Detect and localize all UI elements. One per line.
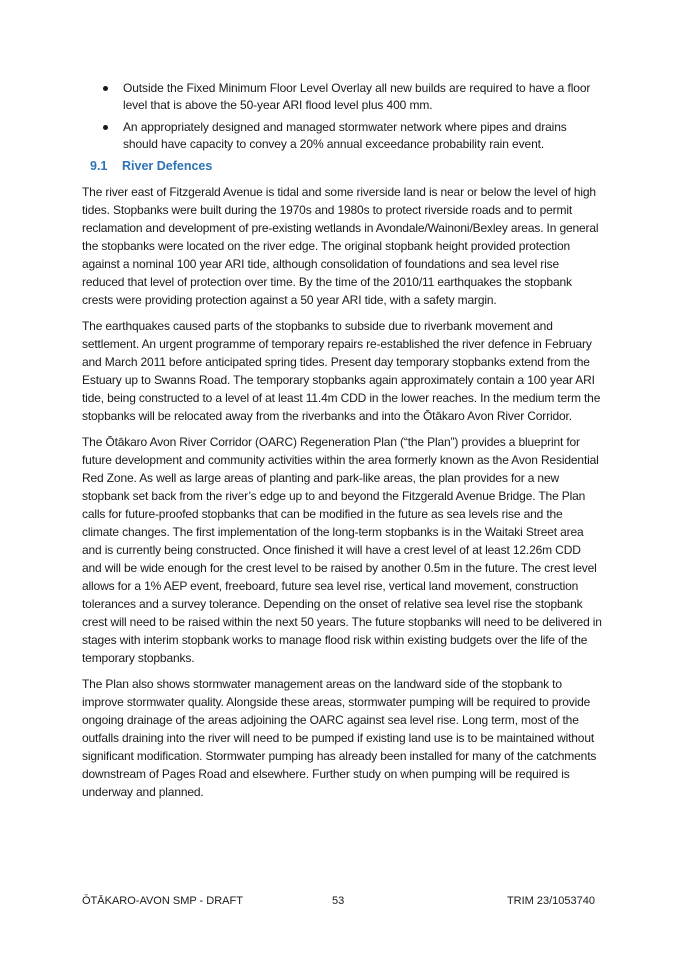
- page-body: [82, 80, 602, 809]
- section-title: River Defences: [122, 159, 213, 173]
- paragraph: The Ōtākaro Avon River Corridor (OARC) Regeneration Plan (“the Plan”) provides a blueprint for future development and community activities within the area formerly known as the Avon Residential Red Zone. As well as large areas of planting and park-like areas, the plan provides for a new stopbank set back from the river’s edge up to and beyond the Fitzgerald Avenue Bridge. The Plan calls for future-proofed stopbanks that can be modified in the future as sea levels rise and the climate changes. The first implementation of the long-term stopbanks is in the Waitaki Street area and is currently being constructed. Once finished it will have a crest level of at least 12.26m CDD and will be wide enough for the crest level to be raised by another 0.5m in the future. The crest level allows for a 1% AEP event, freeboard, future sea level rise, vertical land movement, construction tolerances and a survey tolerance. Depending on the onset of relative sea level rise the stopbank crest will need to be raised within the next 50 years. The future stopbanks will need to be delivered in stages with interim stopbank works to manage flood risk within existing budgets over the life of the temporary stopbanks.: [82, 435, 602, 665]
- section-number: 9.1: [90, 159, 108, 173]
- paragraph: The earthquakes caused parts of the stopbanks to subside due to riverbank movement and settlement. An urgent programme of temporary repairs re-established the river defence in February and March 2011 before anticipated spring tides. Present day temporary stopbanks extend from the Estuary up to Swanns Road. The temporary stopbanks again approximately contain a 100 year ARI tide, being constructed to a level of at least 11.4m CDD in the lower reaches. In the medium term the stopbanks will be relocated away from the riverbanks and into the Ōtākaro Avon River Corridor.: [82, 319, 601, 423]
- bullet-dot-icon: [103, 125, 108, 130]
- bullet-list: [82, 80, 602, 152]
- paragraph: The Plan also shows stormwater management areas on the landward side of the stopbank to improve stormwater quality. Alongside these areas, stormwater pumping will be required to provide ongoing drainage of the areas adjoining the OARC against sea level rise. Long term, most of the outfalls draining into the river will need to be pumped if existing land use is to be maintained without significant modification. Stormwater pumping has already been installed for many of the catchments downstream of Pages Road and elsewhere. Further study on when pumping will be required is underway and planned.: [82, 677, 597, 799]
- footer-trim-reference: TRIM 23/1053740: [506, 895, 595, 907]
- bullet-dot-icon: [103, 86, 108, 91]
- footer-page-number: 53: [332, 895, 345, 907]
- bullet-text: An appropriately designed and managed stormwater network where pipes and drains should have capacity to convey a 20% annual exceedance probability rain event.: [123, 120, 567, 151]
- paragraph: The river east of Fitzgerald Avenue is tidal and some riverside land is near or below the level of high tides. Stopbanks were built during the 1970s and 1980s to protect riverside roads and to permit reclamation and development of pre-existing wetlands in Avondale/Wainoni/Bexley areas. In general the stopbanks were located on the river edge. The original stopbank height provided protection against a nominal 100 year ARI tide, although consolidation of foundations and sea level rise reduced that level of protection over time. By the time of the 2010/11 earthquakes the stopbank crests were providing protection against a 50 year ARI tide, with a safety margin.: [82, 185, 599, 307]
- bullet-item: [82, 80, 602, 113]
- section-heading: [82, 158, 602, 174]
- footer-document-title: ŌTĀKARO-AVON SMP - DRAFT: [82, 895, 243, 907]
- bullet-text: Outside the Fixed Minimum Floor Level Overlay all new builds are required to have a floor level that is above the 50-year ARI flood level plus 400 mm.: [123, 81, 591, 112]
- bullet-item: [82, 119, 602, 152]
